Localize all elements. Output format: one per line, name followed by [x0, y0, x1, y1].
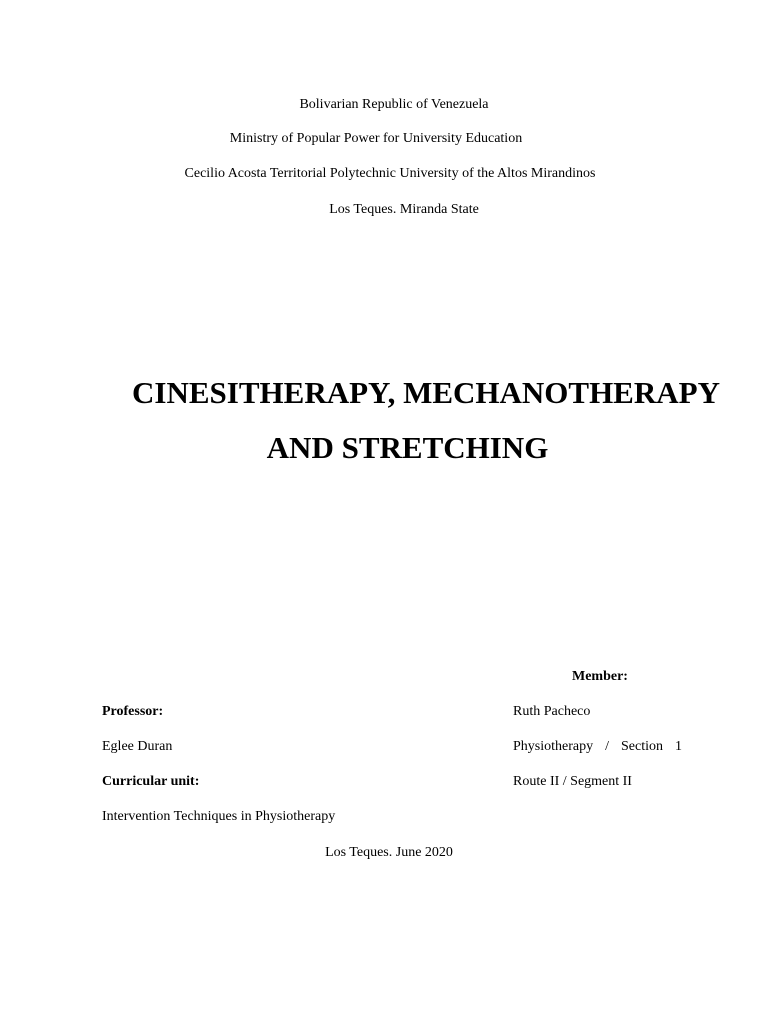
member-section-label: Section	[621, 739, 663, 754]
header-location: Los Teques. Miranda State	[329, 202, 479, 217]
member-route: Route II / Segment II	[513, 774, 632, 789]
professor-label: Professor:	[102, 704, 164, 719]
header-ministry: Ministry of Popular Power for University Education	[229, 131, 523, 146]
title-line-1: CINESITHERAPY, MECHANOTHERAPY	[132, 375, 720, 410]
title-line-2: AND STRETCHING	[266, 430, 549, 465]
member-program-section	[513, 738, 682, 756]
member-label: Member:	[572, 669, 628, 684]
member-separator: /	[605, 739, 609, 754]
professor-name: Eglee Duran	[102, 739, 173, 754]
curricular-unit-label: Curricular unit:	[102, 774, 200, 789]
footer-place-date: Los Teques. June 2020	[325, 845, 453, 860]
member-program: Physiotherapy	[513, 739, 594, 754]
header-country: Bolivarian Republic of Venezuela	[299, 97, 489, 112]
header-university: Cecilio Acosta Territorial Polytechnic University of the Altos Mirandinos	[184, 166, 596, 181]
member-section-number: 1	[675, 739, 682, 754]
curricular-unit-value: Intervention Techniques in Physiotherapy	[102, 809, 336, 824]
member-name: Ruth Pacheco	[513, 704, 591, 719]
